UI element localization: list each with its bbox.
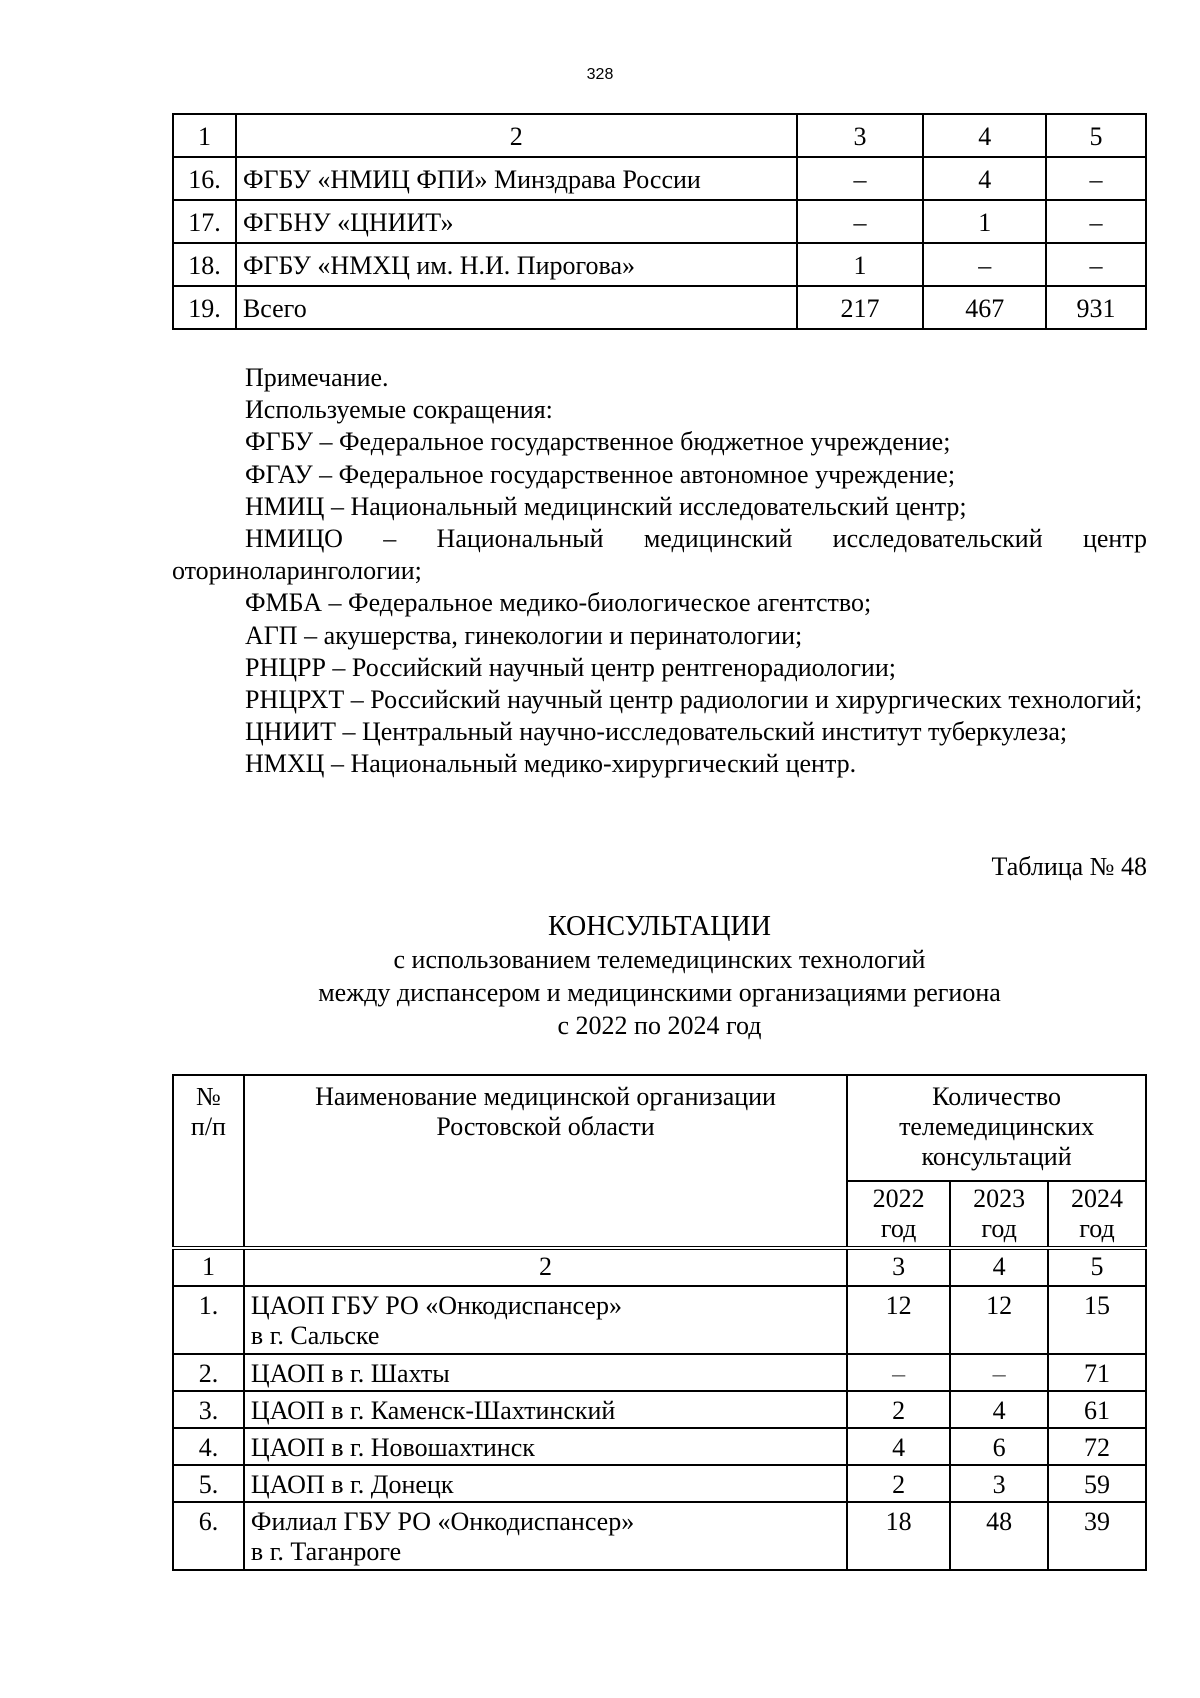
value-2024: 15 bbox=[1048, 1286, 1146, 1354]
value-2022: 2 bbox=[847, 1465, 950, 1502]
value-2022: 18 bbox=[847, 1502, 950, 1570]
heading-line: между диспансером и медицинскими организациями региона bbox=[318, 978, 1001, 1007]
column-number: 2 bbox=[244, 1248, 847, 1286]
value-2022: 12 bbox=[847, 1286, 950, 1354]
org-name: ЦАОП в г. Новошахтинск bbox=[244, 1428, 847, 1465]
header-cell: 1 bbox=[173, 114, 236, 157]
note-item: НМИЦ – Национальный медицинский исследовательский центр; bbox=[245, 491, 967, 521]
header-cell: 2 bbox=[236, 114, 797, 157]
org-name-line: ЦАОП ГБУ РО «Онкодиспансер» bbox=[250, 1291, 622, 1320]
col-number-header: № п/п bbox=[173, 1075, 244, 1248]
table-header-row bbox=[173, 1075, 1146, 1181]
header-cell: 3 bbox=[797, 114, 924, 157]
note-item: РНЦРХТ – Российский научный центр радиологии и хирургических технологий; bbox=[245, 685, 1143, 715]
value-cell: 4 bbox=[923, 157, 1046, 200]
abbreviation-notes bbox=[172, 362, 1147, 781]
year-header: 2024 год bbox=[1048, 1181, 1146, 1248]
note-item: РНЦРР – Российский научный центр рентгенорадиологии; bbox=[245, 652, 896, 682]
year-header: 2022 год bbox=[847, 1181, 950, 1248]
row-number: 5. bbox=[173, 1465, 244, 1502]
org-name bbox=[244, 1286, 847, 1354]
note-item: АГП – акушерства, гинекологии и перинатологии; bbox=[245, 620, 803, 650]
table-header-row bbox=[173, 114, 1146, 157]
table-row bbox=[173, 1354, 1146, 1391]
table-row bbox=[173, 200, 1146, 243]
value-cell: – bbox=[1046, 243, 1146, 286]
table-row bbox=[173, 243, 1146, 286]
org-name-line: в г. Сальске bbox=[250, 1321, 380, 1350]
org-name: ФГБУ «НМХЦ им. Н.И. Пирогова» bbox=[236, 243, 797, 286]
table-row bbox=[173, 1502, 1146, 1570]
notes-subtitle: Используемые сокращения: bbox=[245, 395, 553, 425]
value-cell: – bbox=[1046, 157, 1146, 200]
org-name: Всего bbox=[236, 286, 797, 329]
org-name: ФГБУ «НМИЦ ФПИ» Минздрава России bbox=[236, 157, 797, 200]
value-cell: – bbox=[923, 243, 1046, 286]
row-number: 2. bbox=[173, 1354, 244, 1391]
table-row bbox=[173, 1391, 1146, 1428]
col-name-header: Наименование медицинской организации Ростовской области bbox=[244, 1075, 847, 1248]
heading-line: с 2022 по 2024 год bbox=[557, 1011, 762, 1040]
heading-line: с использованием телемедицинских технологий bbox=[393, 945, 926, 974]
table-row-total bbox=[173, 286, 1146, 329]
row-number: 4. bbox=[173, 1428, 244, 1465]
column-number: 5 bbox=[1048, 1248, 1146, 1286]
page-number: 328 bbox=[586, 66, 614, 83]
value-2024: 59 bbox=[1048, 1465, 1146, 1502]
value-2023: 6 bbox=[950, 1428, 1048, 1465]
org-name: ЦАОП в г. Донецк bbox=[244, 1465, 847, 1502]
header-cell: 5 bbox=[1046, 114, 1146, 157]
value-2024: 61 bbox=[1048, 1391, 1146, 1428]
value-2023: 3 bbox=[950, 1465, 1048, 1502]
note-item: НМХЦ – Национальный медико-хирургический центр. bbox=[245, 749, 857, 779]
row-number: 19. bbox=[173, 286, 236, 329]
heading-title: КОНСУЛЬТАЦИИ bbox=[548, 911, 771, 942]
value-2023: 4 bbox=[950, 1391, 1048, 1428]
value-2022: – bbox=[847, 1354, 950, 1391]
value-2023: – bbox=[950, 1354, 1048, 1391]
table-row bbox=[173, 1428, 1146, 1465]
row-number: 16. bbox=[173, 157, 236, 200]
org-name: ФГБНУ «ЦНИИТ» bbox=[236, 200, 797, 243]
value-cell: 1 bbox=[923, 200, 1046, 243]
value-cell: 931 bbox=[1046, 286, 1146, 329]
row-number: 17. bbox=[173, 200, 236, 243]
consultations-table bbox=[172, 1074, 1147, 1571]
note-item: ЦНИИТ – Центральный научно-исследовательский институт туберкулеза; bbox=[245, 717, 1068, 747]
table-row bbox=[173, 1286, 1146, 1354]
value-2024: 72 bbox=[1048, 1428, 1146, 1465]
note-item: ФГАУ – Федеральное государственное автономное учреждение; bbox=[245, 459, 956, 489]
value-cell: – bbox=[1046, 200, 1146, 243]
note-item: НМИЦО – Национальный медицинский исследовательский центр оториноларингологии; bbox=[172, 524, 1147, 586]
value-cell: 1 bbox=[797, 243, 924, 286]
column-number: 4 bbox=[950, 1248, 1048, 1286]
table-heading bbox=[172, 910, 1147, 1042]
table-label: Таблица № 48 bbox=[991, 852, 1147, 881]
value-2023: 12 bbox=[950, 1286, 1048, 1354]
year-header: 2023 год bbox=[950, 1181, 1048, 1248]
org-name: ЦАОП в г. Каменск-Шахтинский bbox=[244, 1391, 847, 1428]
org-name: ЦАОП в г. Шахты bbox=[244, 1354, 847, 1391]
row-number: 18. bbox=[173, 243, 236, 286]
value-cell: – bbox=[797, 157, 924, 200]
col-count-header: Количество телемедицинских консультаций bbox=[847, 1075, 1146, 1181]
column-number: 1 bbox=[173, 1248, 244, 1286]
value-cell: 217 bbox=[797, 286, 924, 329]
row-number: 1. bbox=[173, 1286, 244, 1354]
org-name-line: Филиал ГБУ РО «Онкодиспансер» bbox=[250, 1507, 635, 1536]
value-cell: – bbox=[797, 200, 924, 243]
header-cell: 4 bbox=[923, 114, 1046, 157]
value-2023: 48 bbox=[950, 1502, 1048, 1570]
value-cell: 467 bbox=[923, 286, 1046, 329]
value-2022: 2 bbox=[847, 1391, 950, 1428]
column-number: 3 bbox=[847, 1248, 950, 1286]
row-number: 6. bbox=[173, 1502, 244, 1570]
value-2024: 71 bbox=[1048, 1354, 1146, 1391]
row-number: 3. bbox=[173, 1391, 244, 1428]
column-number-row bbox=[173, 1248, 1146, 1286]
value-2024: 39 bbox=[1048, 1502, 1146, 1570]
table-row bbox=[173, 1465, 1146, 1502]
value-2022: 4 bbox=[847, 1428, 950, 1465]
note-item: ФГБУ – Федеральное государственное бюджетное учреждение; bbox=[245, 427, 951, 457]
table-row bbox=[173, 157, 1146, 200]
continued-table bbox=[172, 113, 1147, 330]
org-name-line: в г. Таганроге bbox=[250, 1537, 402, 1566]
note-item: ФМБА – Федеральное медико-биологическое агентство; bbox=[245, 588, 872, 618]
org-name bbox=[244, 1502, 847, 1570]
notes-title: Примечание. bbox=[245, 363, 389, 392]
